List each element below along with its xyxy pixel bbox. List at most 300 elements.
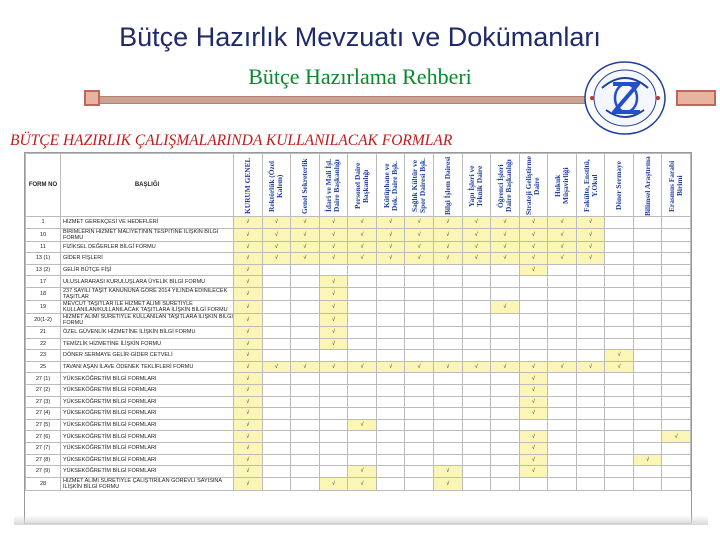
check-cell: √	[319, 477, 348, 490]
empty-cell	[376, 338, 405, 350]
empty-cell	[262, 454, 291, 466]
check-cell: √	[491, 300, 520, 313]
table-row	[26, 287, 691, 300]
empty-cell	[262, 384, 291, 396]
check-cell: √	[433, 466, 462, 478]
empty-cell	[405, 466, 434, 478]
empty-cell	[633, 396, 662, 408]
empty-cell	[348, 264, 377, 276]
check-cell: √	[234, 276, 263, 288]
empty-cell	[348, 408, 377, 420]
check-cell: √	[519, 361, 548, 373]
empty-cell	[291, 326, 320, 338]
empty-cell	[376, 350, 405, 362]
form-name-cell: YÜKSEKÖĞRETİM BİLGİ FORMLARI	[61, 408, 234, 420]
check-cell: √	[291, 361, 320, 373]
header-unit-label: Rektörlük (Özel Kalem)	[267, 160, 285, 212]
empty-cell	[319, 442, 348, 454]
empty-cell	[348, 350, 377, 362]
page-title: Bütçe Hazırlık Mevzuatı ve Dokümanları	[119, 22, 601, 52]
check-cell: √	[262, 217, 291, 229]
empty-cell	[491, 419, 520, 431]
check-cell: √	[234, 228, 263, 241]
header-unit-11	[548, 154, 577, 217]
empty-cell	[576, 338, 605, 350]
empty-cell	[433, 442, 462, 454]
empty-cell	[662, 384, 691, 396]
empty-cell	[576, 419, 605, 431]
empty-cell	[433, 396, 462, 408]
empty-cell	[662, 300, 691, 313]
empty-cell	[633, 300, 662, 313]
empty-cell	[291, 300, 320, 313]
check-cell: √	[319, 241, 348, 253]
decorative-bar-cap-left	[84, 90, 100, 106]
empty-cell	[376, 373, 405, 385]
empty-cell	[348, 326, 377, 338]
check-cell: √	[491, 241, 520, 253]
empty-cell	[405, 276, 434, 288]
empty-cell	[662, 326, 691, 338]
empty-cell	[462, 477, 491, 490]
table-header-row	[26, 154, 691, 217]
form-no-cell: 10	[26, 228, 61, 241]
empty-cell	[376, 408, 405, 420]
empty-cell	[633, 276, 662, 288]
empty-cell	[605, 442, 634, 454]
empty-cell	[291, 313, 320, 326]
check-cell: √	[234, 408, 263, 420]
check-cell: √	[519, 466, 548, 478]
check-cell: √	[234, 326, 263, 338]
check-cell: √	[262, 228, 291, 241]
form-no-cell: 27 (8)	[26, 454, 61, 466]
check-cell: √	[234, 384, 263, 396]
check-cell: √	[234, 477, 263, 490]
empty-cell	[462, 384, 491, 396]
empty-cell	[519, 300, 548, 313]
header-unit-2	[291, 154, 320, 217]
check-cell: √	[605, 361, 634, 373]
empty-cell	[605, 396, 634, 408]
table-row	[26, 454, 691, 466]
empty-cell	[662, 264, 691, 276]
header-unit-13	[605, 154, 634, 217]
empty-cell	[519, 313, 548, 326]
check-cell: √	[548, 361, 577, 373]
empty-cell	[405, 384, 434, 396]
empty-cell	[376, 313, 405, 326]
empty-cell	[576, 442, 605, 454]
empty-cell	[319, 373, 348, 385]
empty-cell	[433, 264, 462, 276]
empty-cell	[433, 313, 462, 326]
empty-cell	[433, 326, 462, 338]
empty-cell	[548, 419, 577, 431]
empty-cell	[462, 338, 491, 350]
empty-cell	[319, 396, 348, 408]
check-cell: √	[234, 264, 263, 276]
empty-cell	[662, 287, 691, 300]
form-no-cell: 17	[26, 276, 61, 288]
empty-cell	[262, 326, 291, 338]
page-subtitle: Bütçe Hazırlama Rehberi	[248, 64, 472, 89]
empty-cell	[491, 408, 520, 420]
empty-cell	[405, 300, 434, 313]
check-cell: √	[291, 241, 320, 253]
empty-cell	[662, 241, 691, 253]
empty-cell	[576, 276, 605, 288]
check-cell: √	[234, 217, 263, 229]
empty-cell	[576, 373, 605, 385]
check-cell: √	[405, 217, 434, 229]
check-cell: √	[519, 373, 548, 385]
empty-cell	[662, 338, 691, 350]
empty-cell	[633, 217, 662, 229]
form-no-cell: 27 (3)	[26, 396, 61, 408]
check-cell: √	[291, 228, 320, 241]
empty-cell	[405, 373, 434, 385]
table-row	[26, 466, 691, 478]
empty-cell	[405, 419, 434, 431]
header-unit-0	[234, 154, 263, 217]
check-cell: √	[576, 217, 605, 229]
table-body	[26, 217, 691, 491]
check-cell: √	[519, 454, 548, 466]
empty-cell	[576, 350, 605, 362]
table-row	[26, 253, 691, 265]
check-cell: √	[633, 454, 662, 466]
header-unit-label: Genel Sekreterlik	[299, 158, 309, 214]
empty-cell	[262, 408, 291, 420]
table-row	[26, 228, 691, 241]
empty-cell	[462, 276, 491, 288]
check-cell: √	[319, 338, 348, 350]
empty-cell	[548, 313, 577, 326]
empty-cell	[376, 287, 405, 300]
check-cell: √	[433, 253, 462, 265]
empty-cell	[605, 228, 634, 241]
empty-cell	[633, 253, 662, 265]
empty-cell	[491, 396, 520, 408]
empty-cell	[348, 313, 377, 326]
empty-cell	[262, 276, 291, 288]
form-no-cell: 27 (4)	[26, 408, 61, 420]
header-unit-9	[491, 154, 520, 217]
empty-cell	[519, 338, 548, 350]
empty-cell	[405, 477, 434, 490]
header-unit-12	[576, 154, 605, 217]
empty-cell	[376, 396, 405, 408]
empty-cell	[576, 466, 605, 478]
form-no-cell: 19	[26, 300, 61, 313]
form-no-cell: 21	[26, 326, 61, 338]
empty-cell	[291, 477, 320, 490]
check-cell: √	[519, 384, 548, 396]
empty-cell	[291, 276, 320, 288]
empty-cell	[633, 373, 662, 385]
empty-cell	[348, 384, 377, 396]
form-name-cell: TAVANI AŞAN İLAVE ÖDENEK TEKLİFLERİ FORMU	[61, 361, 234, 373]
empty-cell	[376, 431, 405, 443]
empty-cell	[462, 313, 491, 326]
check-cell: √	[376, 228, 405, 241]
empty-cell	[548, 264, 577, 276]
form-no-cell: 11	[26, 241, 61, 253]
empty-cell	[376, 384, 405, 396]
form-name-cell: ULUSLARARASI KURULUŞLARA ÜYELİK BİLGİ FORMU	[61, 276, 234, 288]
check-cell: √	[234, 373, 263, 385]
empty-cell	[262, 477, 291, 490]
check-cell: √	[234, 431, 263, 443]
empty-cell	[462, 300, 491, 313]
section-title: BÜTÇE HAZIRLIK ÇALIŞMALARINDA KULLANILACAK FORMLAR	[10, 132, 453, 149]
empty-cell	[405, 454, 434, 466]
empty-cell	[491, 466, 520, 478]
empty-cell	[633, 338, 662, 350]
empty-cell	[462, 326, 491, 338]
empty-cell	[605, 477, 634, 490]
empty-cell	[262, 373, 291, 385]
empty-cell	[348, 287, 377, 300]
table-row	[26, 361, 691, 373]
empty-cell	[576, 300, 605, 313]
empty-cell	[576, 431, 605, 443]
check-cell: √	[576, 228, 605, 241]
check-cell: √	[234, 287, 263, 300]
form-name-cell: HİZMET GEREKÇESİ VE HEDEFLERİ	[61, 217, 234, 229]
empty-cell	[319, 384, 348, 396]
empty-cell	[291, 338, 320, 350]
empty-cell	[348, 276, 377, 288]
check-cell: √	[348, 466, 377, 478]
check-cell: √	[462, 217, 491, 229]
empty-cell	[605, 217, 634, 229]
header-unit-5	[376, 154, 405, 217]
check-cell: √	[234, 442, 263, 454]
check-cell: √	[376, 217, 405, 229]
check-cell: √	[319, 300, 348, 313]
empty-cell	[548, 326, 577, 338]
header-unit-3	[319, 154, 348, 217]
check-cell: √	[234, 253, 263, 265]
empty-cell	[348, 396, 377, 408]
empty-cell	[633, 466, 662, 478]
form-name-cell: HİZMET ALIMI SURETİYLE KULLANILAN TAŞITLARA İLİŞKİN BİLGİ FORMU	[61, 313, 234, 326]
form-name-cell: BİRİMLERİN HİZMET MALİYETİNİN TESPİTİNE İLİŞKİN BİLGİ FORMU	[61, 228, 234, 241]
empty-cell	[376, 264, 405, 276]
empty-cell	[491, 264, 520, 276]
empty-cell	[405, 442, 434, 454]
form-no-cell: 28	[26, 477, 61, 490]
empty-cell	[662, 477, 691, 490]
table-row	[26, 217, 691, 229]
empty-cell	[262, 300, 291, 313]
empty-cell	[548, 350, 577, 362]
check-cell: √	[519, 408, 548, 420]
empty-cell	[291, 408, 320, 420]
header-unit-label: Hukuk Müşavirliği	[552, 167, 570, 205]
empty-cell	[605, 338, 634, 350]
empty-cell	[433, 287, 462, 300]
empty-cell	[576, 384, 605, 396]
form-name-cell: YÜKSEKÖĞRETİM BİLGİ FORMLARI	[61, 431, 234, 443]
check-cell: √	[319, 361, 348, 373]
table-row	[26, 350, 691, 362]
header-unit-label: Öğrenci İşleri Daire Başkanlığı	[495, 159, 513, 213]
empty-cell	[291, 466, 320, 478]
form-no-cell: 22	[26, 338, 61, 350]
empty-cell	[605, 287, 634, 300]
empty-cell	[319, 408, 348, 420]
check-cell: √	[405, 361, 434, 373]
empty-cell	[605, 326, 634, 338]
empty-cell	[605, 313, 634, 326]
form-name-cell: GELİR BÜTÇE FİŞİ	[61, 264, 234, 276]
header-unit-label: Bilimsel Araştırma	[642, 156, 652, 216]
check-cell: √	[319, 228, 348, 241]
empty-cell	[605, 253, 634, 265]
empty-cell	[405, 350, 434, 362]
check-cell: √	[519, 228, 548, 241]
empty-cell	[462, 442, 491, 454]
check-cell: √	[519, 253, 548, 265]
check-cell: √	[376, 253, 405, 265]
empty-cell	[376, 477, 405, 490]
header-form-no: FORM NO	[26, 154, 61, 217]
empty-cell	[605, 419, 634, 431]
empty-cell	[291, 431, 320, 443]
check-cell: √	[405, 241, 434, 253]
empty-cell	[319, 454, 348, 466]
check-cell: √	[433, 477, 462, 490]
empty-cell	[376, 419, 405, 431]
empty-cell	[433, 408, 462, 420]
empty-cell	[376, 326, 405, 338]
form-no-cell: 27 (1)	[26, 373, 61, 385]
empty-cell	[262, 350, 291, 362]
empty-cell	[262, 338, 291, 350]
empty-cell	[491, 477, 520, 490]
check-cell: √	[319, 253, 348, 265]
empty-cell	[433, 373, 462, 385]
empty-cell	[662, 228, 691, 241]
check-cell: √	[319, 326, 348, 338]
check-cell: √	[348, 253, 377, 265]
empty-cell	[576, 264, 605, 276]
header-unit-label: İdari ve Mali İşl. Daire Başkanlığı	[324, 159, 342, 213]
table-row	[26, 419, 691, 431]
empty-cell	[348, 300, 377, 313]
empty-cell	[491, 276, 520, 288]
check-cell: √	[548, 228, 577, 241]
empty-cell	[491, 431, 520, 443]
empty-cell	[633, 350, 662, 362]
empty-cell	[519, 287, 548, 300]
empty-cell	[633, 326, 662, 338]
empty-cell	[405, 264, 434, 276]
empty-cell	[462, 264, 491, 276]
form-name-cell: YÜKSEKÖĞRETİM BİLGİ FORMLARI	[61, 373, 234, 385]
form-name-cell: FİZİKSEL DEĞERLER BİLGİ FORMU	[61, 241, 234, 253]
empty-cell	[462, 373, 491, 385]
check-cell: √	[605, 350, 634, 362]
empty-cell	[548, 431, 577, 443]
forms-table-frame	[24, 152, 692, 524]
form-no-cell: 27 (9)	[26, 466, 61, 478]
empty-cell	[376, 466, 405, 478]
check-cell: √	[319, 313, 348, 326]
empty-cell	[605, 466, 634, 478]
check-cell: √	[348, 217, 377, 229]
table-row	[26, 408, 691, 420]
form-no-cell: 13 (2)	[26, 264, 61, 276]
empty-cell	[405, 408, 434, 420]
check-cell: √	[262, 361, 291, 373]
empty-cell	[605, 373, 634, 385]
form-no-cell: 27 (5)	[26, 419, 61, 431]
empty-cell	[433, 419, 462, 431]
empty-cell	[491, 326, 520, 338]
empty-cell	[348, 431, 377, 443]
empty-cell	[462, 431, 491, 443]
empty-cell	[576, 326, 605, 338]
check-cell: √	[548, 217, 577, 229]
check-cell: √	[262, 253, 291, 265]
empty-cell	[662, 350, 691, 362]
header-unit-10	[519, 154, 548, 217]
check-cell: √	[462, 361, 491, 373]
empty-cell	[519, 477, 548, 490]
empty-cell	[633, 361, 662, 373]
empty-cell	[291, 419, 320, 431]
check-cell: √	[662, 431, 691, 443]
decorative-bar-cap-right	[676, 90, 716, 106]
table-row	[26, 241, 691, 253]
empty-cell	[291, 442, 320, 454]
header-unit-1	[262, 154, 291, 217]
empty-cell	[405, 326, 434, 338]
empty-cell	[376, 442, 405, 454]
empty-cell	[605, 276, 634, 288]
form-name-cell: GİDER FİŞLERİ	[61, 253, 234, 265]
form-name-cell: MEVCUT TAŞITLAR İLE HİZMET ALIMI SURETİYLE KULLANILAN/KULLANILACAK TAŞITLARA İLİŞKİN BİLGİ FORMU	[61, 300, 234, 313]
empty-cell	[433, 431, 462, 443]
empty-cell	[291, 373, 320, 385]
empty-cell	[662, 373, 691, 385]
empty-cell	[548, 373, 577, 385]
empty-cell	[262, 396, 291, 408]
check-cell: √	[491, 217, 520, 229]
empty-cell	[548, 408, 577, 420]
form-name-cell: YÜKSEKÖĞRETİM BİLGİ FORMLARI	[61, 454, 234, 466]
check-cell: √	[348, 477, 377, 490]
check-cell: √	[319, 287, 348, 300]
check-cell: √	[519, 241, 548, 253]
empty-cell	[662, 217, 691, 229]
header-unit-14	[633, 154, 662, 217]
check-cell: √	[462, 253, 491, 265]
check-cell: √	[491, 253, 520, 265]
table-row	[26, 264, 691, 276]
empty-cell	[519, 326, 548, 338]
empty-cell	[548, 477, 577, 490]
check-cell: √	[234, 396, 263, 408]
table-row	[26, 373, 691, 385]
empty-cell	[491, 442, 520, 454]
header-unit-label: Strateji Geliştirme Daire	[524, 156, 542, 216]
check-cell: √	[519, 431, 548, 443]
